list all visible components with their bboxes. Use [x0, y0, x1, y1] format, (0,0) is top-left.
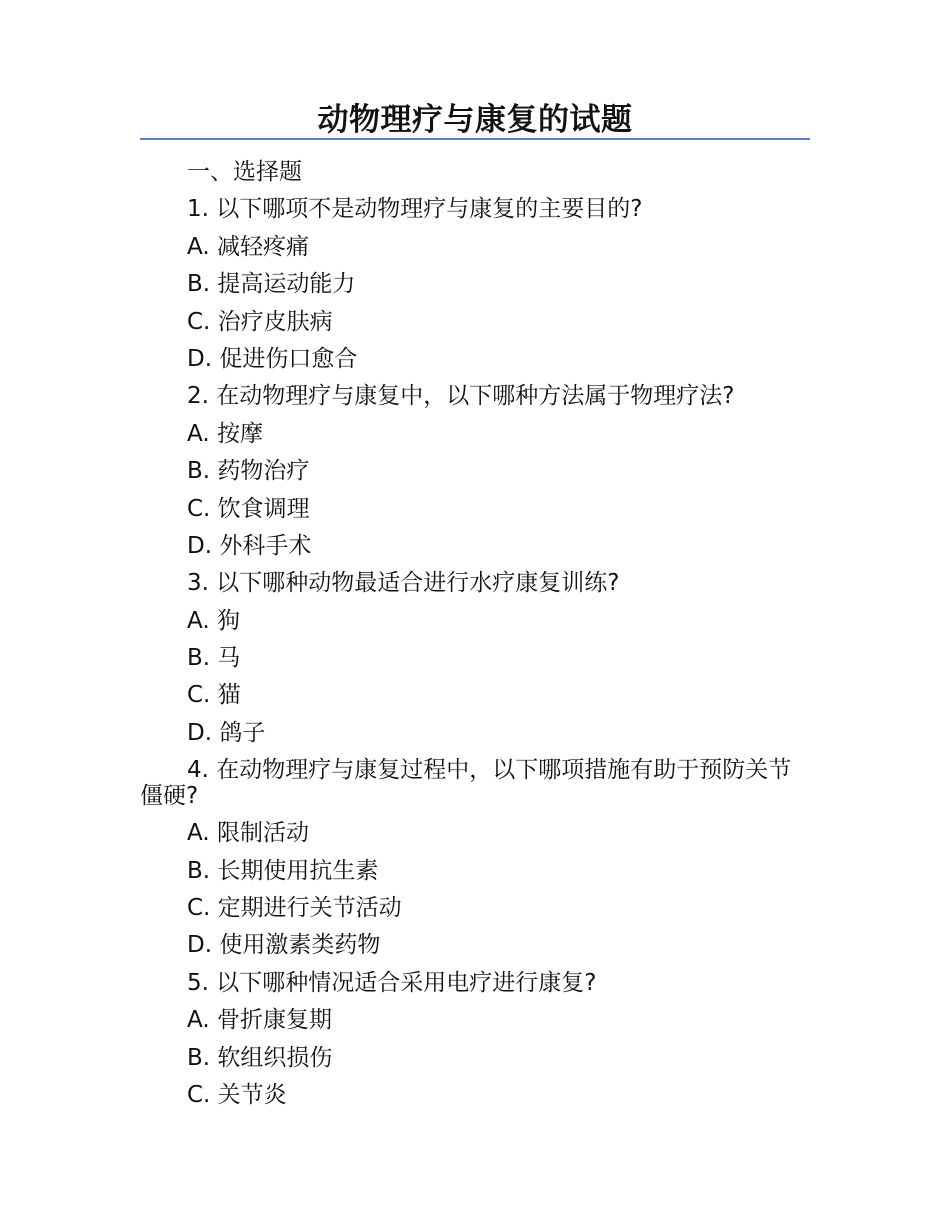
document-title: 动物理疗与康复的试题	[317, 102, 633, 138]
answer-option: D. 鸽子	[187, 719, 266, 746]
answer-option: C. 定期进行关节活动	[187, 895, 402, 922]
answer-option: A. 按摩	[187, 420, 263, 447]
question-text: 4. 在动物理疗与康复过程中，以下哪项措施有助于预防关节僵硬?	[140, 757, 792, 810]
answer-option: A. 骨折康复期	[187, 1007, 332, 1034]
answer-option: B. 马	[187, 645, 241, 672]
section-heading: 一、选择题	[187, 159, 302, 185]
answer-option: A. 狗	[187, 607, 240, 634]
answer-option: C. 治疗皮肤病	[187, 308, 333, 335]
answer-option: B. 提高运动能力	[187, 271, 356, 298]
answer-option: D. 使用激素类药物	[187, 932, 381, 959]
question-text: 3. 以下哪种动物最适合进行水疗康复训练?	[187, 570, 620, 597]
answer-option: B. 软组织损伤	[187, 1044, 333, 1071]
question-text: 1. 以下哪项不是动物理疗与康复的主要目的?	[187, 196, 643, 223]
question-text: 5. 以下哪种情况适合采用电疗进行康复?	[187, 969, 597, 996]
answer-option: C. 关节炎	[187, 1081, 287, 1108]
answer-option: B. 药物治疗	[187, 458, 310, 485]
answer-option: C. 饮食调理	[187, 495, 310, 522]
answer-option: C. 猫	[187, 682, 241, 709]
answer-option: A. 减轻疼痛	[187, 233, 309, 260]
question-text: 2. 在动物理疗与康复中，以下哪种方法属于物理疗法?	[187, 383, 735, 410]
answer-option: A. 限制活动	[187, 820, 309, 847]
answer-option: D. 促进伤口愈合	[187, 345, 358, 372]
answer-option: D. 外科手术	[187, 532, 312, 559]
title-underline	[140, 138, 810, 140]
document-body	[140, 154, 810, 1114]
answer-option: B. 长期使用抗生素	[187, 857, 379, 884]
